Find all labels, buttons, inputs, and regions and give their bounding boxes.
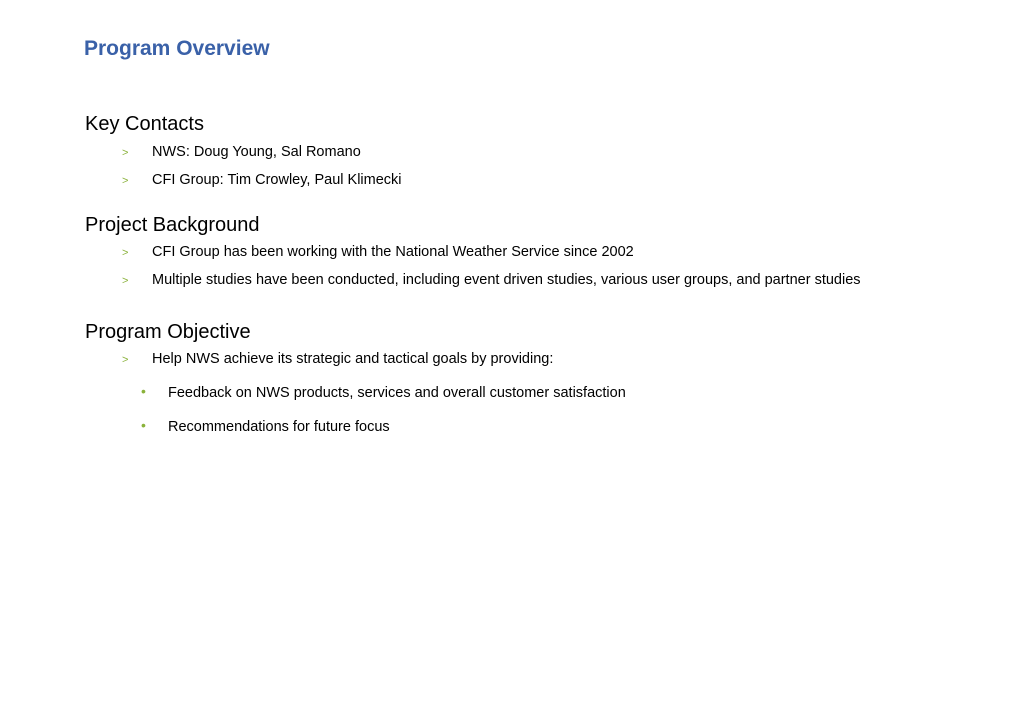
list-item-text: NWS: Doug Young, Sal Romano [152,144,361,160]
list-item-text: CFI Group has been working with the National Weather Service since 2002 [152,244,634,260]
sub-list-item-text: Recommendations for future focus [168,419,390,435]
arrow-bullet-icon: > [122,275,129,287]
arrow-bullet-icon: > [122,247,129,259]
arrow-bullet-icon: > [122,354,129,366]
list-item-text: Multiple studies have been conducted, including event driven studies, various user groups, and partner studies [152,272,861,288]
dot-bullet-icon: • [141,383,146,399]
page-title: Program Overview [84,37,270,60]
section-heading: Program Objective [85,321,251,343]
section-key-contacts [85,112,402,188]
dot-bullet-icon: • [141,417,146,433]
list-item-text: Help NWS achieve its strategic and tactical goals by providing: [152,351,554,367]
section-heading: Project Background [85,214,260,236]
arrow-bullet-icon: > [122,147,129,159]
list-item-text: CFI Group: Tim Crowley, Paul Klimecki [152,172,402,188]
section-heading: Key Contacts [85,113,204,135]
sub-list-item-text: Feedback on NWS products, services and overall customer satisfaction [168,385,626,401]
section-project-background [85,213,861,288]
arrow-bullet-icon: > [122,175,129,187]
section-program-objective [85,320,626,435]
